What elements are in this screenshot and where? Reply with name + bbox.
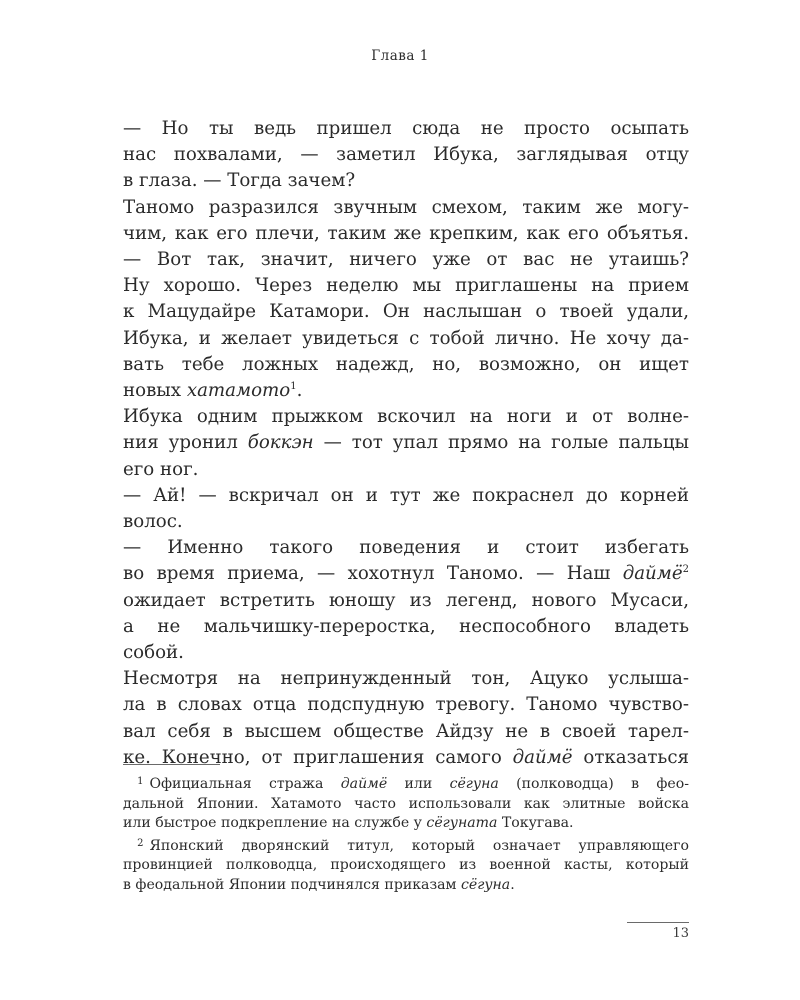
text-line: волос.: [123, 511, 183, 533]
text-line: — Но ты ведь пришел сюда не просто осыпать: [123, 118, 689, 139]
text-line: [123, 561, 689, 587]
page-number: 13: [672, 926, 689, 941]
text-line: — Вот так, значит, ничего уже от вас не утаишь?: [123, 249, 689, 271]
italic-term: даймё: [340, 776, 388, 792]
text-segment: Японский дворянский титул, который означает управляющего: [149, 837, 689, 854]
text-line: чим, как его плечи, таким же крепким, как его объятья.: [123, 222, 689, 244]
footnote-1-line: [123, 772, 689, 795]
text-line: ла в словах отца подспудную тревогу. Таномо чувство-: [123, 694, 689, 716]
italic-term: хатамото: [186, 380, 291, 402]
text-line: вать тебе ложных надежд, но, возможно, он ищет: [123, 353, 689, 375]
text-segment: в феодальной Японии подчинялся приказам: [123, 876, 461, 893]
text-segment: ния уронил: [123, 432, 248, 454]
text-line: собой.: [123, 642, 184, 664]
footnote-ref-2[interactable]: 2: [682, 564, 689, 576]
text-segment: .: [510, 876, 515, 893]
text-line: [123, 378, 689, 404]
text-line: [123, 430, 689, 456]
italic-term: даймё: [622, 563, 683, 585]
text-line: Ибука, и желает увидеться с тобой лично. Не хочу да-: [123, 327, 689, 349]
body-text: [123, 116, 689, 771]
text-line: [123, 745, 689, 771]
italic-term: сёгуната: [426, 815, 498, 832]
text-segment: новых: [123, 380, 187, 402]
text-line: Несмотря на непринужденный тон, Ацуко услыша-: [123, 668, 689, 690]
text-line: Ибука одним прыжком вскочил на ноги и от волне-: [123, 406, 689, 428]
text-line: ожидает встретить юношу из легенд, нового Мусаси,: [123, 589, 689, 611]
text-line: — Ай! — вскричал он и тут же покраснел до корней: [123, 484, 689, 506]
footnotes: [123, 772, 689, 896]
text-segment: .: [296, 380, 303, 402]
footnote-1-number: 1: [137, 776, 144, 787]
text-segment: ке. Конечно, от приглашения самого: [123, 746, 513, 768]
text-segment: Токугава.: [497, 815, 574, 832]
text-segment: отказаться: [572, 746, 689, 768]
text-segment: или быстрое подкрепление на службе у: [123, 815, 427, 832]
text-line: — Именно такого поведения и стоит избегать: [123, 537, 689, 559]
text-segment: или: [387, 776, 450, 792]
running-head: Глава 1: [371, 48, 429, 64]
text-segment: во время приема, — хохотнул Таномо. — Наш: [123, 563, 623, 585]
footnote-1-line: дальной Японии. Хатамото часто использовали как элитные войска: [123, 795, 689, 812]
italic-term: боккэн: [247, 432, 314, 454]
footnote-2-line: [123, 834, 689, 857]
text-line: к Мацудайре Катамори. Он наслышан о твоей удали,: [123, 301, 689, 323]
italic-term: сёгуна: [460, 876, 511, 893]
text-line: Ну хорошо. Через неделю мы приглашены на прием: [123, 275, 689, 297]
text-line: нас похвалами, — заметил Ибука, заглядывая отцу: [123, 144, 689, 166]
text-line: Таномо разразился звучным смехом, таким же могу-: [123, 196, 689, 218]
italic-term: сёгуна: [449, 776, 499, 792]
text-segment: Официальная стража: [149, 776, 341, 792]
text-segment: — тот упал прямо на голые пальцы: [313, 432, 689, 454]
footnote-ref-1[interactable]: 1: [290, 380, 297, 392]
footnote-1-line: [123, 814, 689, 834]
footnote-2-line: [123, 876, 689, 896]
text-line: а не мальчишку-переростка, неспособного владеть: [123, 615, 689, 637]
footnote-2-line: провинцией полководца, происходящего из военной касты, который: [123, 857, 689, 874]
footnote-divider: [123, 764, 220, 765]
page-number-rule: [627, 922, 689, 923]
footnote-2-number: 2: [137, 837, 144, 849]
text-line: вал себя в высшем обществе Айдзу не в своей тарел-: [123, 720, 689, 742]
text-segment: (полководца) в фео-: [498, 776, 689, 792]
text-line: его ног.: [123, 458, 199, 480]
italic-term: даймё: [512, 746, 573, 768]
text-line: в глаза. — Тогда зачем?: [123, 170, 356, 192]
